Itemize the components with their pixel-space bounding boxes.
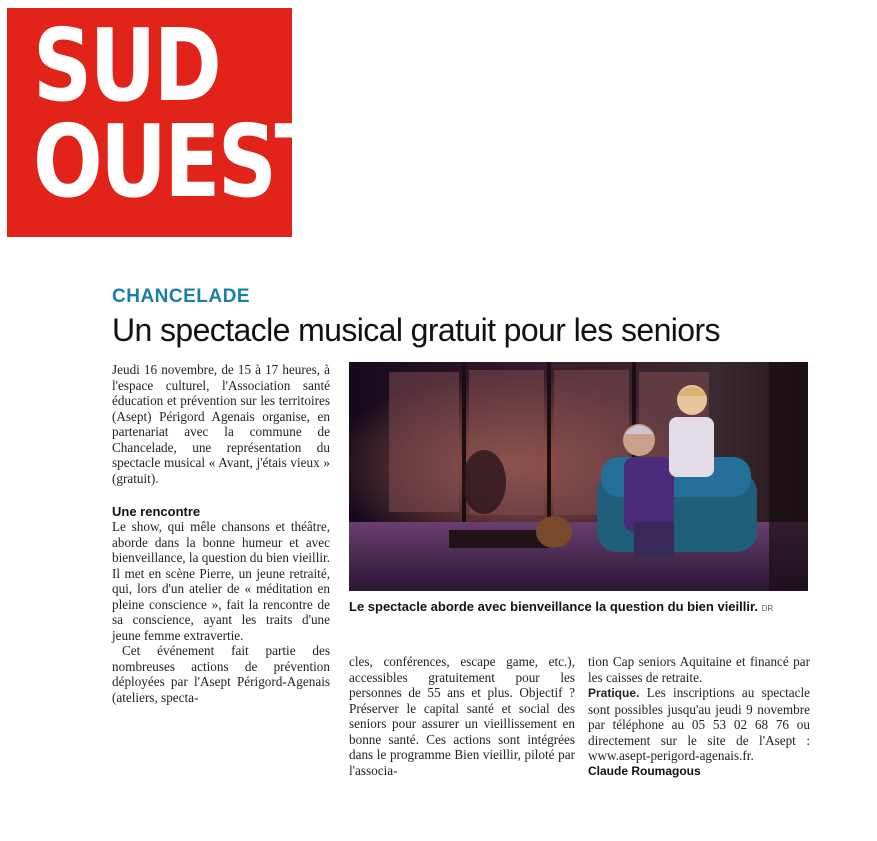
article-rubric: CHANCELADE bbox=[112, 286, 250, 307]
article-paragraph: tion Cap seniors Aquitaine et financé par les caisses de retraite. bbox=[588, 654, 810, 685]
article-lead: Jeudi 16 novembre, de 15 à 17 heures, à l'espace culturel, l'Association santé éducation et prévention sur les territoires (Asept) Périgord Agenais organise, en partenariat avec la commune de Chancelade, une représentation du spectacle musical « Avant, j'étais vieux » (gratuit). bbox=[112, 362, 330, 486]
article-column-1 bbox=[112, 362, 330, 705]
article-byline: Claude Roumagous bbox=[588, 763, 701, 778]
practical-label: Pratique. bbox=[588, 686, 640, 700]
caption-credit: DR bbox=[761, 604, 774, 613]
sud-ouest-logo bbox=[7, 7, 329, 237]
article-photo bbox=[349, 362, 808, 591]
logo-line-sud: SUD bbox=[33, 7, 220, 124]
photo-caption bbox=[349, 598, 809, 617]
logo-line-ouest: OUEST bbox=[33, 103, 329, 220]
caption-text: Le spectacle aborde avec bienveillance la question du bien vieillir. bbox=[349, 599, 758, 614]
article-practical-info bbox=[588, 685, 810, 764]
article-paragraph: cles, conférences, escape game, etc.), accessibles gratuitement pour les personnes de 55 ans et plus. Objectif ? Préserver le capital santé et social des seniors pour assurer un vieillissement en bonne santé. Ces actions sont intégrées dans le programme Bien vieillir, piloté par l'associa- bbox=[349, 654, 575, 778]
article-paragraph: Le show, qui mêle chansons et théâtre, aborde dans la bonne humeur et avec bienveillance, la question du bien vieillir. Il met en scène Pierre, un jeune retraité, qui, lors d'un atelier de « méditation en pleine conscience », fait la rencontre de sa conscience, ayant les traits d'une jeune femme extravertie. bbox=[112, 519, 330, 643]
article-column-2 bbox=[349, 654, 575, 778]
article-headline: Un spectacle musical gratuit pour les seniors bbox=[112, 312, 720, 348]
stage-photo-illustration bbox=[349, 362, 808, 591]
article-paragraph: Cet événement fait partie des nombreuses actions de prévention déployées par l'Asept Périgord-Agenais (ateliers, specta- bbox=[112, 643, 330, 705]
article-column-3 bbox=[588, 654, 810, 779]
article-subhead: Une rencontre bbox=[112, 504, 201, 519]
practical-text: Les inscriptions au spectacle sont possibles jusqu'au jeudi 9 novembre par téléphone au 05 53 02 68 76 ou directement sur le site de l'Asept : www.asept-perigord-agenais.fr. bbox=[588, 685, 810, 763]
